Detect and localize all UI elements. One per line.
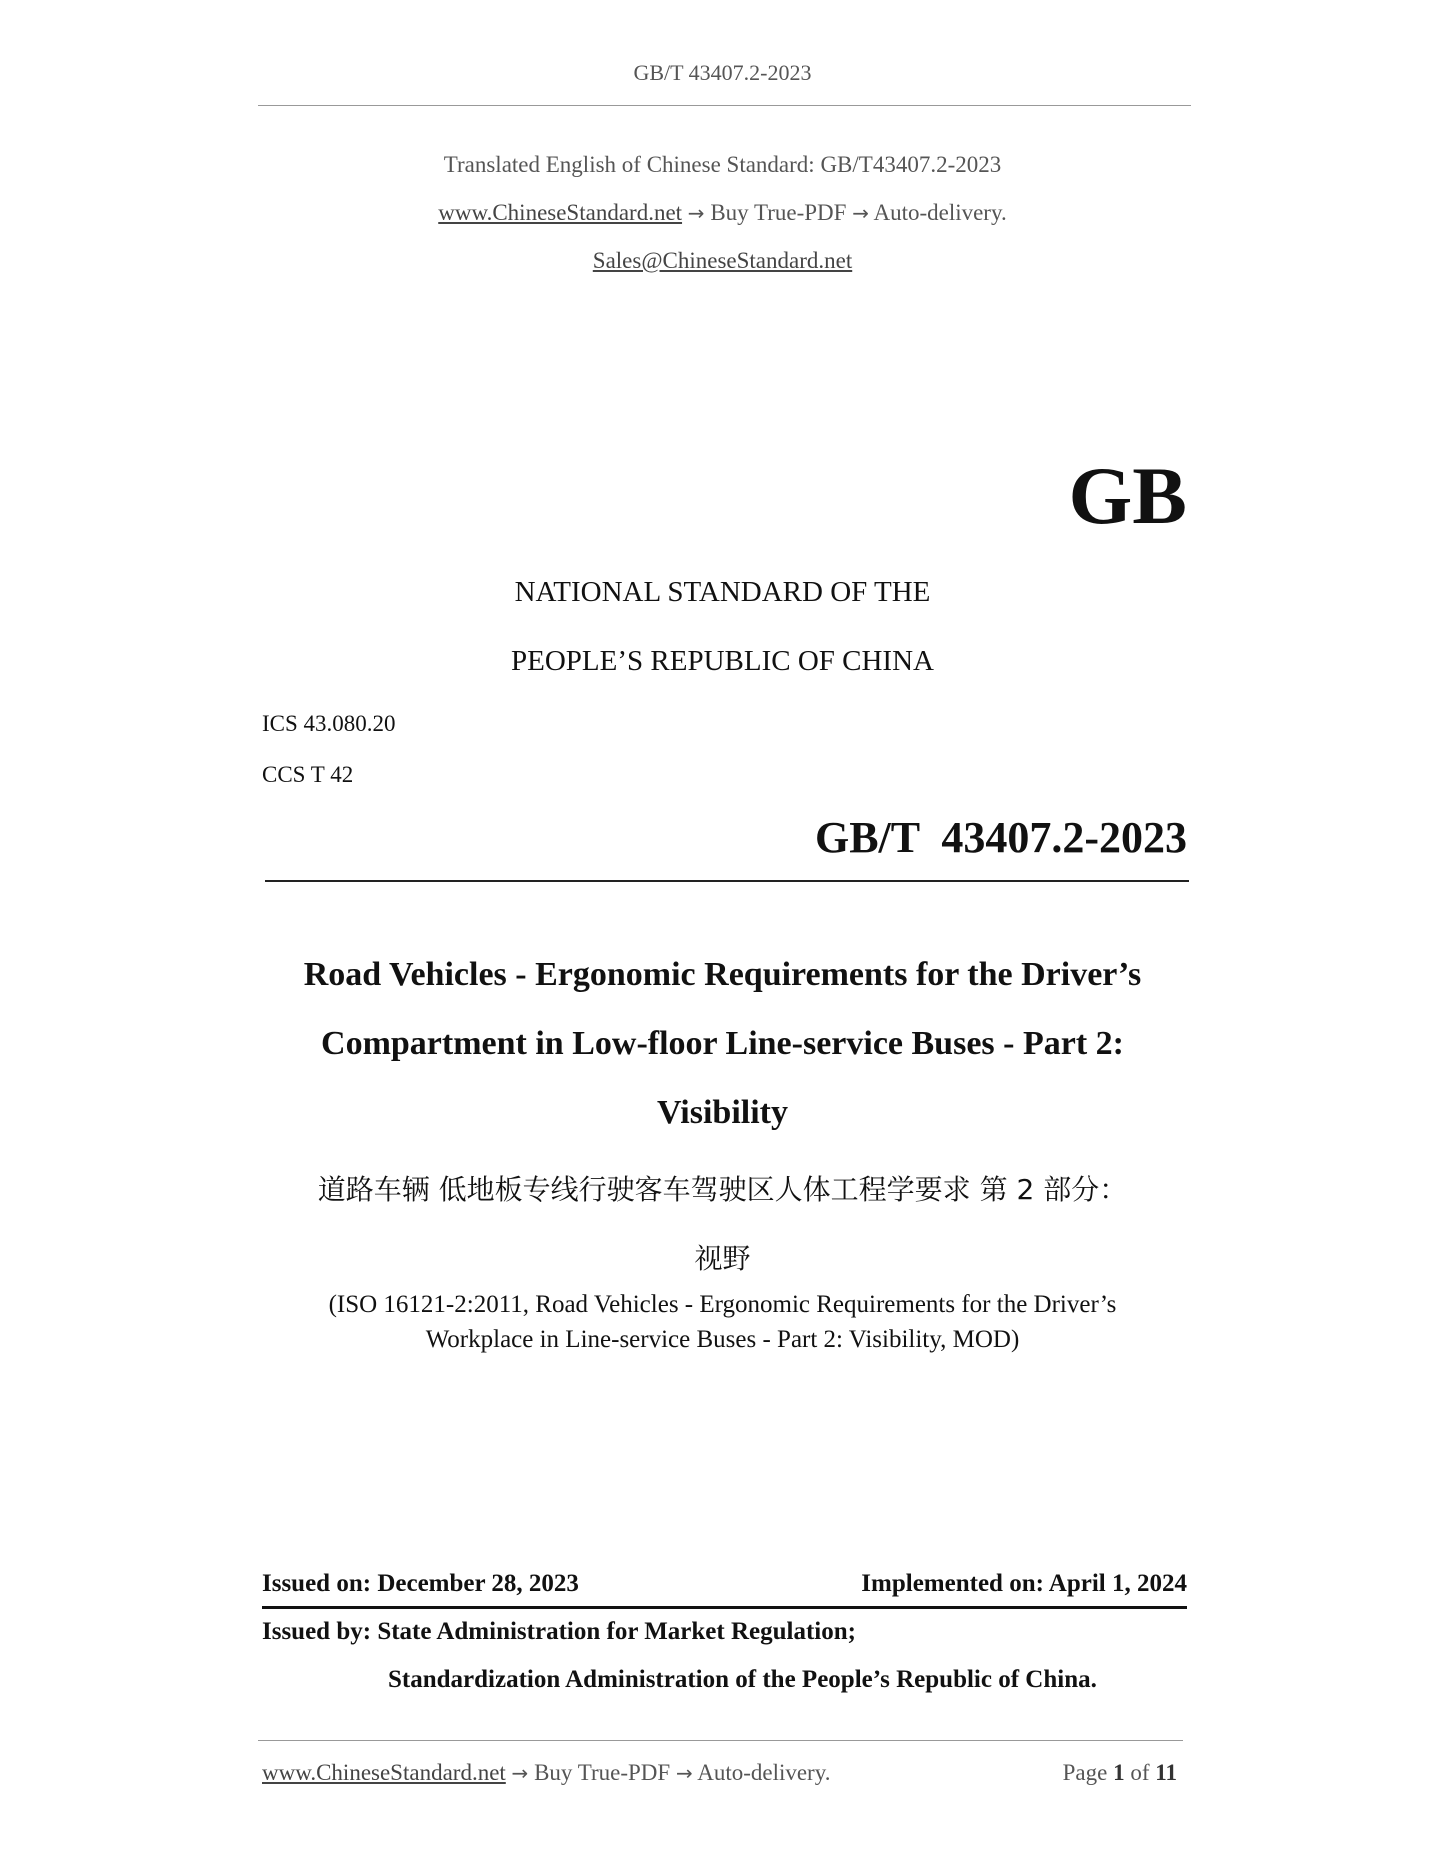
- implemented-on: Implemented on: April 1, 2024: [861, 1570, 1187, 1597]
- page-indicator: [1063, 1760, 1177, 1786]
- arrow-right-icon: →: [511, 1761, 529, 1785]
- title-en-line3: Visibility: [657, 1094, 788, 1131]
- page-total: 11: [1155, 1760, 1177, 1785]
- national-standard-line2: PEOPLE’S REPUBLIC OF CHINA: [511, 645, 934, 677]
- issued-on: Issued on: December 28, 2023: [262, 1570, 579, 1597]
- email-link[interactable]: Sales@ChineseStandard.net: [592, 248, 853, 273]
- footer-buy-text: Buy True-PDF: [534, 1760, 671, 1785]
- auto-delivery-text: Auto-delivery.: [873, 200, 1007, 225]
- running-title: GB/T 43407.2-2023: [633, 60, 812, 85]
- arrow-right-icon: →: [687, 201, 705, 225]
- title-cn-line2: 视野: [694, 1242, 751, 1275]
- arrow-right-icon: →: [852, 201, 869, 225]
- standard-number-rule: [265, 880, 1189, 882]
- header-divider: [258, 105, 1191, 106]
- national-standard-line1: NATIONAL STANDARD OF THE: [514, 576, 931, 608]
- issued-by-2: Standardization Administration of the People’s Republic of China.: [388, 1666, 1097, 1693]
- title-cn-line1: 道路车辆 低地板专线行驶客车驾驶区人体工程学要求 第 2 部分：: [317, 1173, 1128, 1206]
- iso-reference-line1: (ISO 16121-2:2011, Road Vehicles - Ergonomic Requirements for the Driver’s: [328, 1291, 1117, 1318]
- translated-line: Translated English of Chinese Standard: GB/T43407.2-2023: [443, 152, 1002, 177]
- iso-reference-line2: Workplace in Line-service Buses - Part 2: Visibility, MOD): [425, 1326, 1020, 1353]
- ccs-code: CCS T 42: [262, 762, 354, 787]
- footer-divider: [258, 1740, 1183, 1741]
- buy-text: Buy True-PDF: [710, 200, 847, 225]
- issued-by: Issued by: State Administration for Market Regulation;: [262, 1618, 856, 1645]
- gb-mark: GB: [1068, 450, 1187, 541]
- issue-rule: [262, 1606, 1187, 1609]
- arrow-right-icon: →: [675, 1761, 693, 1785]
- title-en-line2: Compartment in Low-floor Line-service Buses - Part 2:: [321, 1025, 1124, 1062]
- site-link[interactable]: www.ChineseStandard.net: [438, 200, 683, 225]
- promo-line: [0, 200, 1445, 226]
- of-label: of: [1130, 1760, 1150, 1785]
- footer-site-link[interactable]: www.ChineseStandard.net: [262, 1760, 506, 1785]
- email-line: [0, 248, 1445, 274]
- page-number: 1: [1113, 1760, 1125, 1785]
- title-en-line1: Road Vehicles - Ergonomic Requirements for the Driver’s: [303, 956, 1142, 993]
- footer-auto-delivery-text: Auto-delivery.: [697, 1760, 831, 1785]
- standard-number: GB/T 43407.2-2023: [814, 813, 1187, 862]
- footer-promo: [262, 1760, 830, 1786]
- ics-code: ICS 43.080.20: [262, 711, 396, 736]
- page-label: Page: [1062, 1760, 1108, 1785]
